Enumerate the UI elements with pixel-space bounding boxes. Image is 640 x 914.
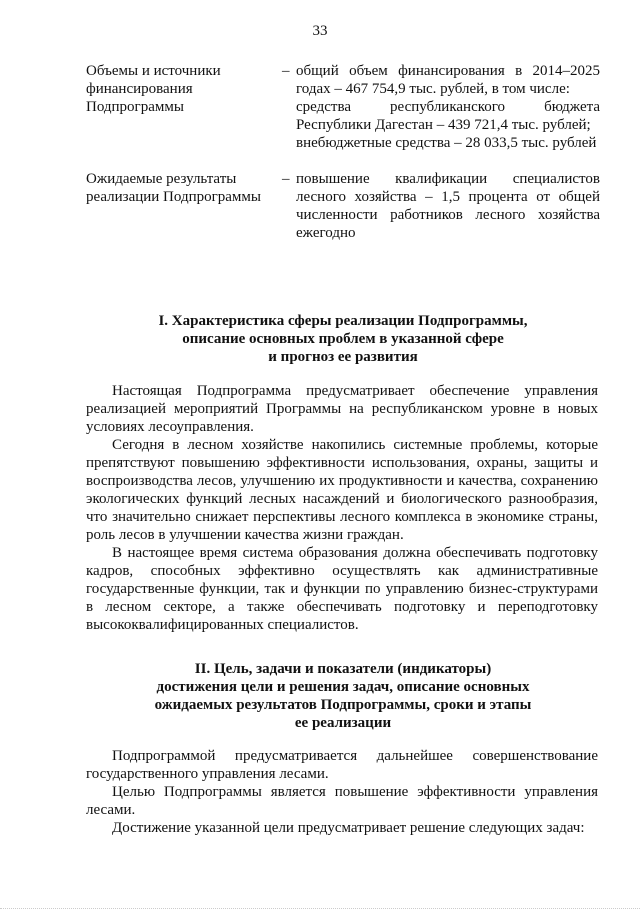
section-heading-line: II. Цель, задачи и показатели (индикаторы) [194, 661, 492, 677]
section-2-heading [86, 660, 600, 732]
section-heading-line: ожидаемых результатов Подпрограммы, сроки и этапы [154, 697, 532, 713]
passport-row-expected-results [86, 170, 600, 242]
passport-label-financing [86, 62, 282, 116]
program-passport-table [86, 62, 600, 242]
body-paragraph: Сегодня в лесном хозяйстве накопились системные проблемы, которые препятствуют повышению эффективности использования, охраны, защиты и воспроизводства лесов, улучшению их продуктивности и качества, сохранению экологических функций лесных насаждений и биологического разнообразия, что значительно снижает перспективы лесного комплекса в экономике страны, роль лесов в улучшении качества жизни граждан. [86, 437, 598, 543]
page-number: 33 [312, 23, 328, 39]
body-paragraph: Настоящая Подпрограмма предусматривает обеспечение управления реализацией мероприятий Программы на республиканском уровне в новых условиях лесоуправления. [86, 383, 598, 435]
passport-dash: – [282, 63, 290, 79]
passport-value-financing [282, 62, 600, 152]
passport-label-expected-results [86, 170, 282, 206]
passport-value-expected-results [282, 170, 600, 242]
financing-extrabudgetary: внебюджетные средства – 28 033,5 тыс. рублей [296, 135, 597, 151]
financing-total: общий объем финансирования в 2014–2025 годах – 467 754,9 тыс. рублей, в том числе: [296, 63, 600, 97]
section-2-body [86, 747, 598, 837]
section-1-heading [86, 312, 600, 366]
section-1-body [86, 382, 598, 634]
body-paragraph: В настоящее время система образования должна обеспечивать подготовку кадров, способных эффективно осуществлять как административные государственные функции, так и функции по управлению бизнес-структурами в лесном секторе, а также обеспечивать подготовку и переподготовку высококвалифицированных специалистов. [86, 545, 598, 633]
body-paragraph: Целью Подпрограммы является повышение эффективности управления лесами. [86, 784, 598, 818]
passport-dash: – [282, 171, 290, 187]
body-paragraph: Подпрограммой предусматривается дальнейшее совершенствование государственного управления лесами. [86, 748, 598, 782]
passport-row-financing [86, 62, 600, 152]
financing-republican-budget: средства республиканского бюджета Республики Дагестан – 439 721,4 тыс. рублей; [296, 99, 600, 133]
passport-label-line: финансирования [86, 81, 193, 97]
passport-label-line: реализации Подпрограммы [86, 189, 261, 205]
passport-label-line: Ожидаемые результаты [86, 171, 237, 187]
passport-label-line: Объемы и источники [86, 63, 221, 79]
passport-label-line: Подпрограммы [86, 99, 184, 115]
expected-result-text: повышение квалификации специалистов лесного хозяйства – 1,5 процента от общей численности работников лесного хозяйства ежегодно [296, 171, 600, 241]
section-heading-line: описание основных проблем в указанной сфере [182, 331, 504, 347]
section-heading-line: и прогноз ее развития [268, 349, 418, 365]
section-heading-line: достижения цели и решения задач, описание основных [156, 679, 530, 695]
scan-edge-divider [0, 908, 640, 911]
section-heading-line: I. Характеристика сферы реализации Подпрограммы, [158, 313, 528, 329]
section-heading-line: ее реализации [294, 715, 392, 731]
body-paragraph: Достижение указанной цели предусматривает решение следующих задач: [112, 820, 585, 836]
